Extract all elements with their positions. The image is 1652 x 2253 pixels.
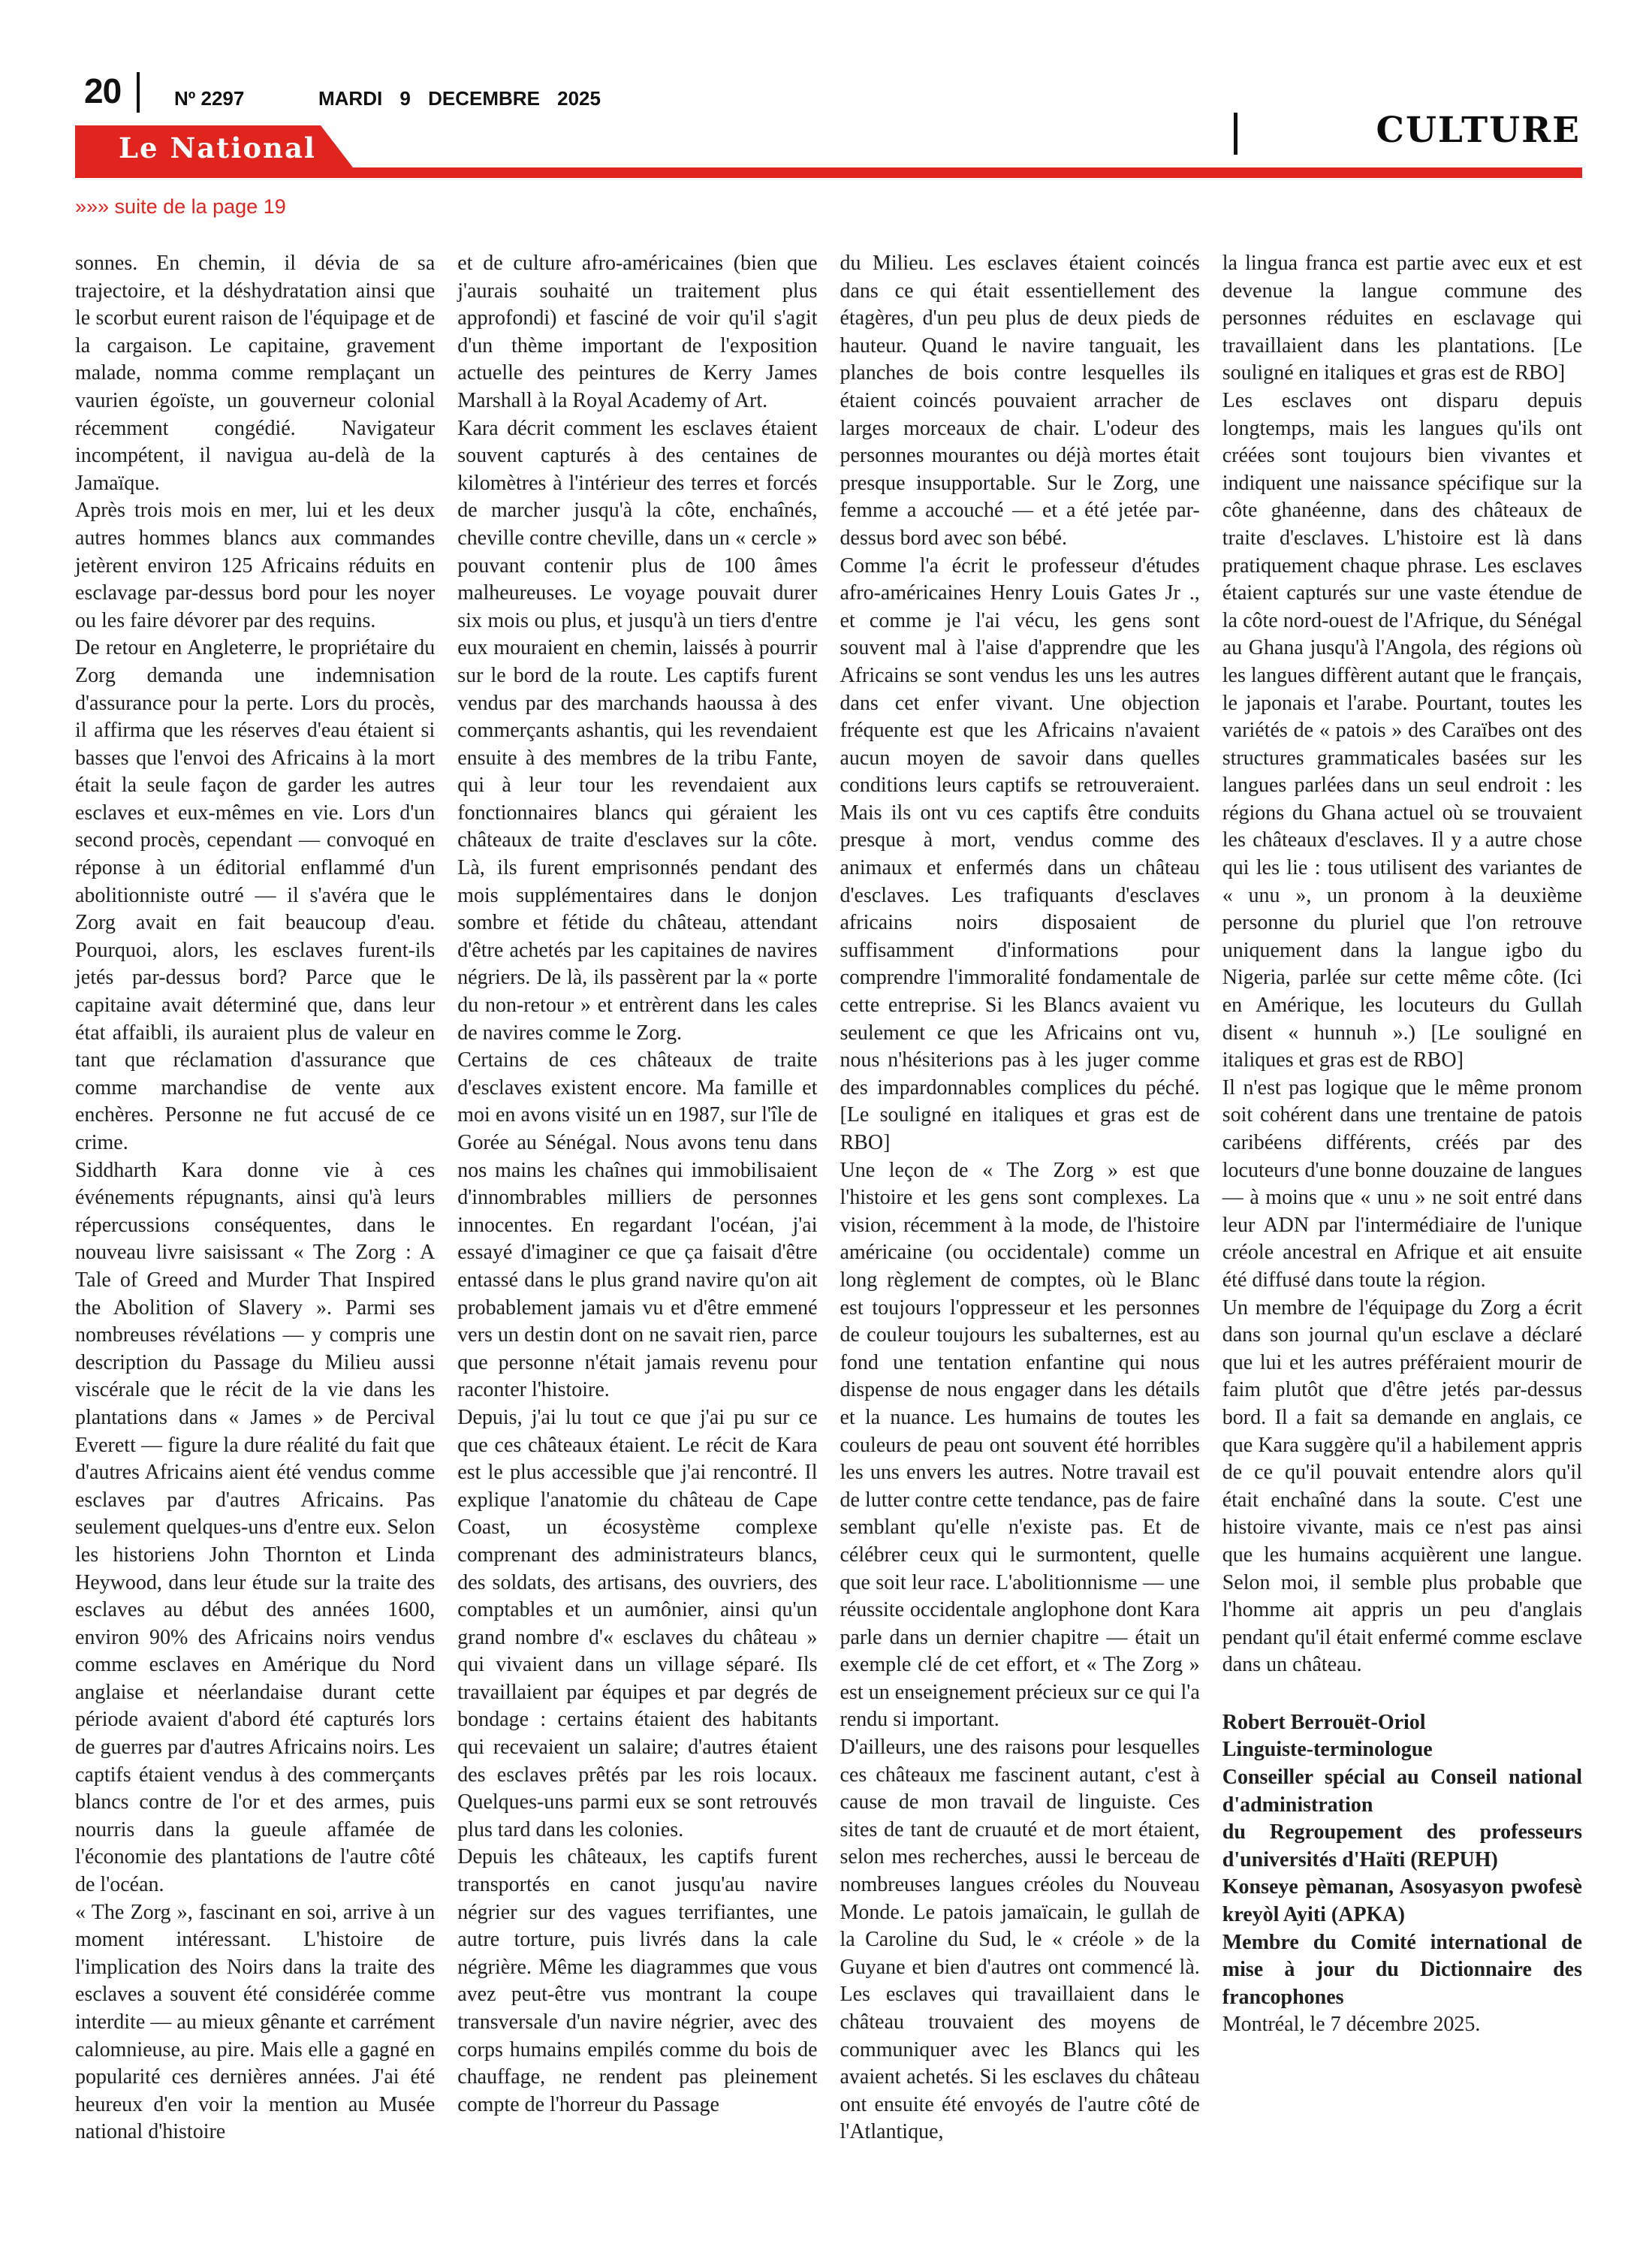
article-paragraph: la lingua franca est partie avec eux et est devenue la langue commune des personnes réduites en esclavage qui travaillaient dans les plantations. [Le souligné en italiques et gras est de RBO] (1222, 252, 1582, 385)
masthead-logo: Le National (119, 131, 316, 164)
article-paragraph: Siddharth Kara donne vie à ces événements répugnants, ainsi qu'à leurs répercussions conséquentes, dans le nouveau livre saisissant « The Zorg : A Tale of Greed and Murder That Inspired the Abolition of Slavery ». Parmi ses nombreuses révélations — y compris une description du Passage du Milieu aussi viscérale que le récit de la vie dans les plantations dans « James » de Percival Everett — figure la dure réalité du fait que d'autres Africains aient été vendus comme esclaves par d'autres Africains. Pas seulement quelques-uns d'entre eux. Selon les historiens John Thornton et Linda Heywood, dans leur étude sur la traite des esclaves au début des années 1600, environ 90% des Africains noirs vendus comme esclaves en Amérique du Nord anglaise et néerlandaise durant cette période avaient d'abord été capturés lors de guerres par d'autres Africains noirs. Les captifs étaient vendus à des commerçants blancs contre de l'or et des armes, puis nourris dans la gueule affamée de l'économie des plantations de l'autre côté de l'océan. (75, 1158, 436, 1897)
signature-line: Robert Berrouët-Oriol (1222, 1710, 1426, 1734)
issue-number: Nº 2297 (174, 87, 245, 110)
signature-line: Linguiste-terminologue (1222, 1738, 1433, 1762)
edition-date: MARDI 9 DECEMBRE 2025 (318, 87, 601, 110)
article-paragraph: Après trois mois en mer, lui et les deux autres hommes blancs aux commandes jetèrent environ 125 Africains réduits en esclavage par-dessus bord pour les noyer ou les faire dévorer par des requins. (75, 499, 436, 632)
article-paragraph: Comme l'a écrit le professeur d'études afro-américaines Henry Louis Gates Jr ., et comme je l'ai vécu, les gens sont souvent mal à l'aise d'apprendre que les Africains se sont vendus les uns les autres dans cet enfer vivant. Une objection fréquente est que les Africains n'avaient aucun moyen de savoir dans quelles conditions leurs captifs se retrouveraient. Mais ils ont vu ces captifs être conduits presque à mort, vendus comme des animaux et enfermés dans un château d'esclaves. Les trafiquants d'esclaves africains noirs disposaient de suffisamment d'informations pour comprendre l'immoralité fondamentale de cette entreprise. Si les Blancs avaient vu seulement ce que les Africains ont vu, nous n'hésiterions pas à les juger comme des impardonnables complices du péché. [Le souligné en italiques et gras est de RBO] (840, 553, 1200, 1154)
article-paragraph: Depuis les châteaux, les captifs furent transportés en canot jusqu'au navire négrier sur des vagues terrifiantes, une autre torture, puis livrés dans la cale négrière. Même les diagrammes que vous avez peut-être vus montrant la coupe transversale d'un navire négrier, avec des corps humains empilés comme du bois de chauffage, ne rendent pas pleinement compte de l'horreur du Passage (457, 1845, 818, 2116)
section-title: CULTURE (1376, 110, 1581, 151)
page-number-divider (137, 72, 140, 113)
article-column-1 (75, 250, 435, 2146)
article-columns (75, 250, 1582, 2146)
article-paragraph: sonnes. En chemin, il dévia de sa trajectoire, et la déshydratation ainsi que le scorbut eurent raison de l'équipage et de la cargaison. Le capitaine, gravement malade, nomma comme remplaçant un vaurien égoïste, un gouverneur colonial récemment congédié. Navigateur incompétent, il navigua au-delà de la Jamaïque. (75, 252, 436, 495)
article-paragraph: Il n'est pas logique que le même pronom soit cohérent dans une trentaine de patois caribéens différents, créés par des locuteurs d'une bonne douzaine de langues — à moins que « unu » ne soit entré dans leur ADN par l'intermédiaire de l'unique créole ancestral en Afrique et ait ensuite été diffusé dans toute la région. (1222, 1075, 1582, 1292)
signature-line: Conseiller spécial au Conseil national d'administration (1222, 1766, 1582, 1817)
page-number: 20 (84, 71, 122, 110)
article-paragraph: et de culture afro-américaines (bien que j'aurais souhaité un traitement plus approfondi) et fasciné de voir qu'il s'agit d'un thème important de l'exposition actuelle des peintures de Kerry James Marshall à la Royal Academy of Art. (457, 252, 818, 412)
article-paragraph: Les esclaves ont disparu depuis longtemps, mais les langues qu'ils ont créées sont toujours bien vivantes et indiquent une naissance spécifique sur la côte ghanéenne, dans des châteaux de traite d'esclaves. L'histoire est là dans pratiquement chaque phrase. Les esclaves étaient capturés sur une vaste étendue de la côte nord-ouest de l'Afrique, du Sénégal au Ghana jusqu'à l'Angola, des régions où les langues diffèrent autant que le français, le japonais et l'arabe. Pourtant, toutes les variétés de « patois » des Caraïbes ont des structures grammaticales basées sur les langues parlées dans un seul endroit : les régions du Ghana actuel où se trouvaient les châteaux d'esclaves. Il y a autre chose qui les lie : tous utilisent des variantes de « unu », un pronom à la deuxième personne du pluriel que l'on retrouve uniquement dans la langue igbo du Nigeria, parlée sur cette même côte. (Ici en Amérique, les locuteurs du Gullah disent « hunnuh ».) [Le souligné en italiques et gras est de RBO] (1222, 388, 1582, 1072)
article-paragraph: Un membre de l'équipage du Zorg a écrit dans son journal qu'un esclave a déclaré que lui et les autres préféraient mourir de faim plutôt que d'être jetés par-dessus bord. Il a fait sa demande en anglais, ce que Kara suggère qu'il a habilement appris de ce qu'il pouvait entendre alors qu'il était enchaîné dans la soute. C'est une histoire vivante, mais ce n'est pas ainsi que les humains acquièrent une langue. Selon moi, il semble plus probable que l'homme ait appris un peu d'anglais pendant qu'il était enfermé comme esclave dans un château. (1222, 1295, 1582, 1677)
article-column-3 (840, 250, 1200, 2146)
signature-line: Konseye pèmanan, Asosyasyon pwofesè kreyòl Ayiti (APKA) (1222, 1875, 1582, 1927)
article-paragraph: Depuis, j'ai lu tout ce que j'ai pu sur ce que ces châteaux étaient. Le récit de Kara est le plus accessible que j'ai rencontré. Il explique l'anatomie du château de Cape Coast, un écosystème complexe comprenant des administrateurs blancs, des soldats, des artisans, des ouvriers, des comptables et un aumônier, ainsi qu'un grand nombre d'« esclaves du château » qui vivaient dans un village séparé. Ils travaillaient par équipes et par degrés de bondage : certains étaient des habitants qui recevaient un salaire; d'autres étaient des esclaves prêtés par les rois locaux. Quelques-uns parmi eux se sont retrouvés plus tard dans les colonies. (457, 1405, 818, 1841)
continuation-note: »»» suite de la page 19 (75, 195, 286, 218)
article-column-2 (457, 250, 817, 2146)
dateline: Montréal, le 7 décembre 2025. (1222, 2013, 1481, 2037)
masthead-band (75, 125, 1582, 178)
article-paragraph: du Milieu. Les esclaves étaient coincés dans ce qui était essentiellement des étagères, d'un peu plus de deux pieds de hauteur. Quand le navire tanguait, les planches de bois contre lesquelles ils étaient coincés pouvaient arracher de larges morceaux de chair. L'odeur des personnes mourantes ou déjà mortes était presque insupportable. Sur le Zorg, une femme a accouché — et a été jetée par-dessus bord avec son bébé. (840, 252, 1200, 550)
article-paragraph: Kara décrit comment les esclaves étaient souvent capturés à des centaines de kilomètres à l'intérieur des terres et forcés de marcher jusqu'à la côte, enchaînés, cheville contre cheville, dans un « cercle » pouvant contenir plus de 100 âmes malheureuses. Le voyage pouvait durer six mois ou plus, et jusqu'à un tiers d'entre eux mouraient en chemin, laissés à pourrir sur le bord de la route. Les captifs furent vendus par des marchands haoussa à des commerçants ashantis, qui les revendaient ensuite à des membres de la tribu Fante, qui à leur tour les revendaient aux fonctionnaires blancs qui géraient les châteaux de traite d'esclaves sur la côte. Là, ils furent emprisonnés pendant des mois supplémentaires dans le donjon sombre et fétide du château, attendant d'être achetés par les capitaines de navires négriers. De là, ils passèrent par la « porte du non-retour » et entrèrent dans les cales de navires comme le Zorg. (457, 416, 818, 1045)
article-column-4 (1222, 250, 1582, 2146)
article-paragraph: De retour en Angleterre, le propriétaire du Zorg demanda une indemnisation d'assurance pour la perte. Lors du procès, il affirma que les réserves d'eau étaient si basses que l'envoi des Africains à la mort était la seule façon de garder les autres esclaves et eux-mêmes en vie. Lors d'un second procès, cependant — convoqué en réponse à un éditorial enflammé d'un abolitionniste outré — il s'avéra que le Zorg avait en fait beaucoup d'eau. Pourquoi, alors, les esclaves furent-ils jetés par-dessus bord? Parce que le capitaine avait déterminé que, dans leur état affaibli, ils auraient plus de valeur en tant que réclamation d'assurance que comme marchandise de vente aux enchères. Personne ne fut accusé de ce crime. (75, 636, 436, 1154)
article-paragraph: Une leçon de « The Zorg » est que l'histoire et les gens sont complexes. La vision, récemment à la mode, de l'histoire américaine (ou occidentale) comme un long règlement de comptes, où le Blanc est toujours l'oppresseur et les personnes de couleur toujours les subalternes, est au fond une tentation enfantine qui nous dispense de nous engager dans les détails et la nuance. Les humains de toutes les couleurs de peau ont souvent été horribles les uns envers les autres. Notre travail est de lutter contre cette tendance, pas de faire semblant qu'elle n'existe pas. Et de célébrer ceux qui le surmontent, quelle que soit leur race. L'abolitionnisme — une réussite occidentale anglophone dont Kara parle dans un dernier chapitre — était un exemple clé de cet effort, et « The Zorg » est un enseignement précieux sur ce qui l'a rendu si important. (840, 1158, 1200, 1732)
author-signature-block (1222, 1709, 1582, 2012)
article-paragraph: D'ailleurs, une des raisons pour lesquelles ces châteaux me fascinent autant, c'est à cause de mon travail de linguiste. Ces sites de tant de cruauté et de mort étaient, selon mes recherches, aussi le berceau de nombreuses langues créoles du Nouveau Monde. Le patois jamaïcain, le gullah de la Caroline du Sud, le « créole » de la Guyane et bien d'autres ont commencé là. Les esclaves qui travaillaient dans le château trouvaient des moyens de communiquer avec les Blancs qui les avaient achetés. Si les esclaves du château ont ensuite été envoyés de l'autre côté de l'Atlantique, (840, 1736, 1200, 2144)
article-paragraph: Certains de ces châteaux de traite d'esclaves existent encore. Ma famille et moi en avons visité un en 1987, sur l'île de Gorée au Sénégal. Nous avons tenu dans nos mains les chaînes qui immobilisaient d'innombrables milliers de personnes innocentes. En regardant l'océan, j'ai essayé d'imaginer ce que ça faisait d'être entassé dans le plus grand navire qu'on ait probablement jamais vu et d'être emmené vers un destin dont on ne savait rien, parce que personne n'était jamais revenu pour raconter l'histoire. (457, 1048, 818, 1402)
article-paragraph: « The Zorg », fascinant en soi, arrive à un moment intéressant. L'histoire de l'implication des Noirs dans la traite des esclaves a souvent été considérée comme interdite — au mieux gênante et carrément calomnieuse, au pire. Mais elle a gagné en popularité ces dernières années. J'ai été heureux d'en voir la mention au Musée national d'histoire (75, 1900, 436, 2144)
signature-line: du Regroupement des professeurs d'universités d'Haïti (REPUH) (1222, 1820, 1582, 1871)
signature-line: Membre du Comité international de mise à jour du Dictionnaire des francophones (1222, 1930, 1582, 2009)
